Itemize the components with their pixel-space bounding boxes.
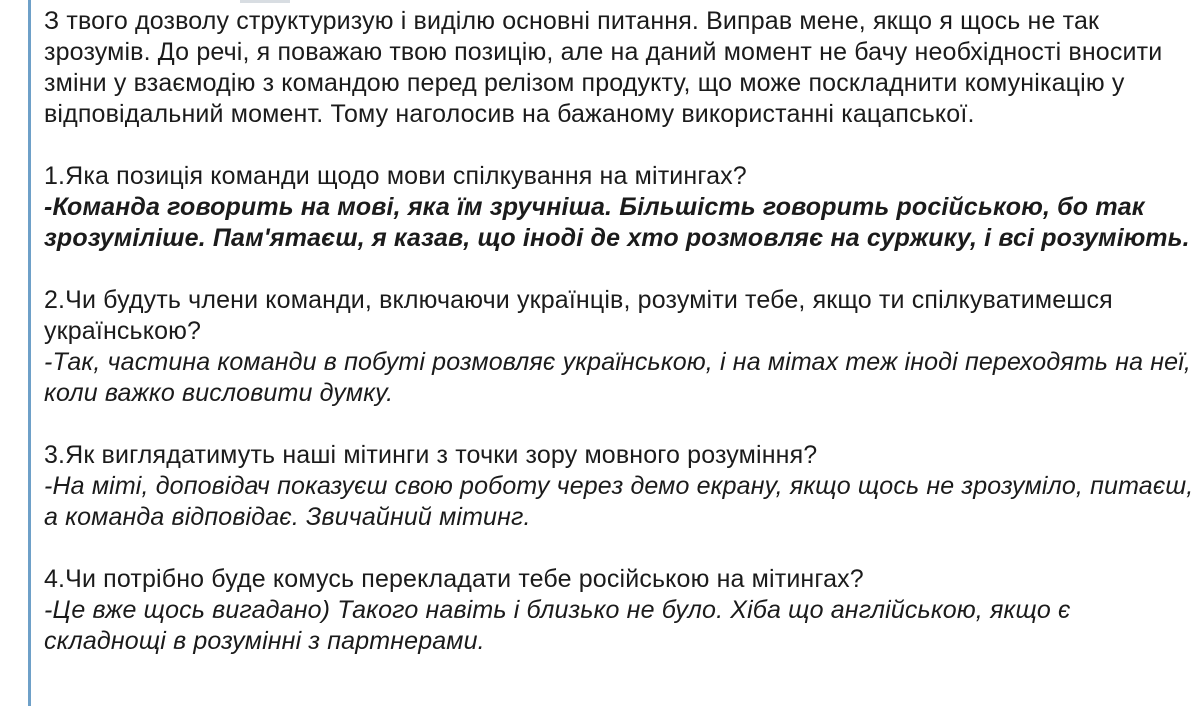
answer-1: -Команда говорить на мові, яка їм зручніша. Більшість говорить російською, бо так зрозуміліше. Пам'ятаєш, я казав, що іноді де хто розмовляє на суржику, і всі розуміють.: [44, 193, 1190, 252]
question-1: 1.Яка позиція команди щодо мови спілкування на мітингах?: [44, 162, 747, 190]
paragraph-gap: [44, 130, 1194, 161]
message-intro: З твого дозволу структуризую і виділю основні питання. Виправ мене, якщо я щось не так зрозумів. До речі, я поважаю твою позицію, але на даний момент не бачу необхідності вносити зміни у взаємодію з командою перед релізом продукту, що може поскладнити комунікацію у відповідальний момент. Тому наголосив на бажаному використанні кацапської.: [44, 7, 1163, 128]
paragraph-gap: [44, 533, 1194, 564]
question-3: 3.Як виглядатимуть наші мітинги з точки зору мовного розуміння?: [44, 441, 818, 469]
message-quote-bar: [28, 0, 31, 706]
answer-2: -Так, частина команди в побуті розмовляє українською, і на мітах теж іноді переходять на неї, коли важко висловити думку.: [44, 348, 1192, 407]
question-2: 2.Чи будуть члени команди, включаючи українців, розуміти тебе, якщо ти спілкуватимешся українською?: [44, 286, 1113, 345]
cropped-header-remnant: [240, 0, 290, 3]
answer-3: -На міті, доповідач показуєш свою роботу через демо екрану, якщо щось не зрозуміло, питаєш, а команда відповідає. Звичайний мітинг.: [44, 472, 1194, 531]
paragraph-gap: [44, 409, 1194, 440]
message-body: [44, 6, 1194, 657]
question-4: 4.Чи потрібно буде комусь перекладати тебе російською на мітингах?: [44, 565, 864, 593]
answer-4: -Це вже щось вигадано) Такого навіть і близько не було. Хіба що англійською, якщо є складнощі в розумінні з партнерами.: [44, 596, 1071, 655]
paragraph-gap: [44, 254, 1194, 285]
